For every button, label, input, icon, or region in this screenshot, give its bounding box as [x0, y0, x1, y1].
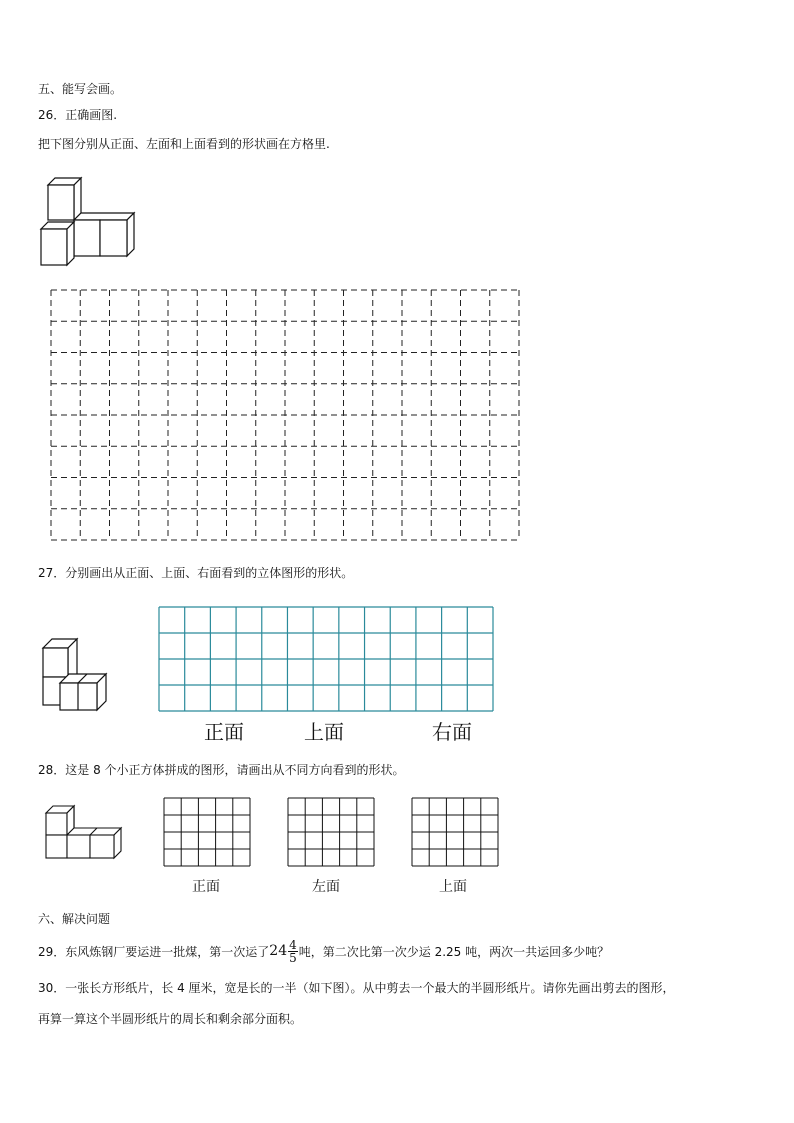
q26-dashed-grid — [50, 289, 520, 541]
q29-whole-number: 24 — [269, 943, 288, 959]
q27-grid — [158, 606, 494, 712]
q27-cube-figure — [40, 637, 110, 709]
q28-grid-left — [287, 797, 375, 867]
q29-numerator: 4 — [289, 937, 297, 952]
q28-grid-front — [163, 797, 251, 867]
question-27-title: 27．分别画出从正面、上面、右面看到的立体图形的形状。 — [38, 566, 354, 580]
q27-label-front: 正面 — [204, 720, 244, 744]
q29-text-before: 29．东风炼钢厂要运进一批煤，第一次运了 — [38, 944, 270, 959]
q28-label-left: 左面 — [312, 879, 340, 895]
q29-text-after: 吨，第二次比第一次少运 2.25 吨，两次一共运回多少吨？ — [298, 944, 610, 959]
q26-cube-figure — [38, 176, 138, 268]
q29-fraction — [288, 939, 298, 964]
q27-label-top: 上面 — [304, 720, 344, 744]
q28-cube-figure — [43, 802, 125, 862]
q28-label-top: 上面 — [439, 879, 467, 895]
question-29 — [38, 934, 609, 968]
q27-label-right: 右面 — [432, 720, 472, 744]
q29-denominator: 5 — [289, 950, 297, 965]
question-28-title: 28．这是 8 个小正方体拼成的图形，请画出从不同方向看到的形状。 — [38, 763, 405, 777]
question-30-line2: 再算一算这个半圆形纸片的周长和剩余部分面积。 — [38, 1012, 303, 1026]
question-26-instruction: 把下图分别从正面、左面和上面看到的形状画在方格里. — [38, 137, 330, 151]
q28-label-front: 正面 — [192, 879, 220, 895]
q28-grid-top — [411, 797, 499, 867]
section-heading: 五、能写会画。 — [38, 82, 123, 96]
section-heading: 六、解决问题 — [38, 912, 111, 926]
question-26-title: 26．正确画图. — [38, 108, 118, 122]
question-30-line1: 30．一张长方形纸片，长 4 厘米，宽是长的一半（如下图）。从中剪去一个最大的半圆形纸片。请你先画出剪去的图形， — [38, 981, 675, 995]
